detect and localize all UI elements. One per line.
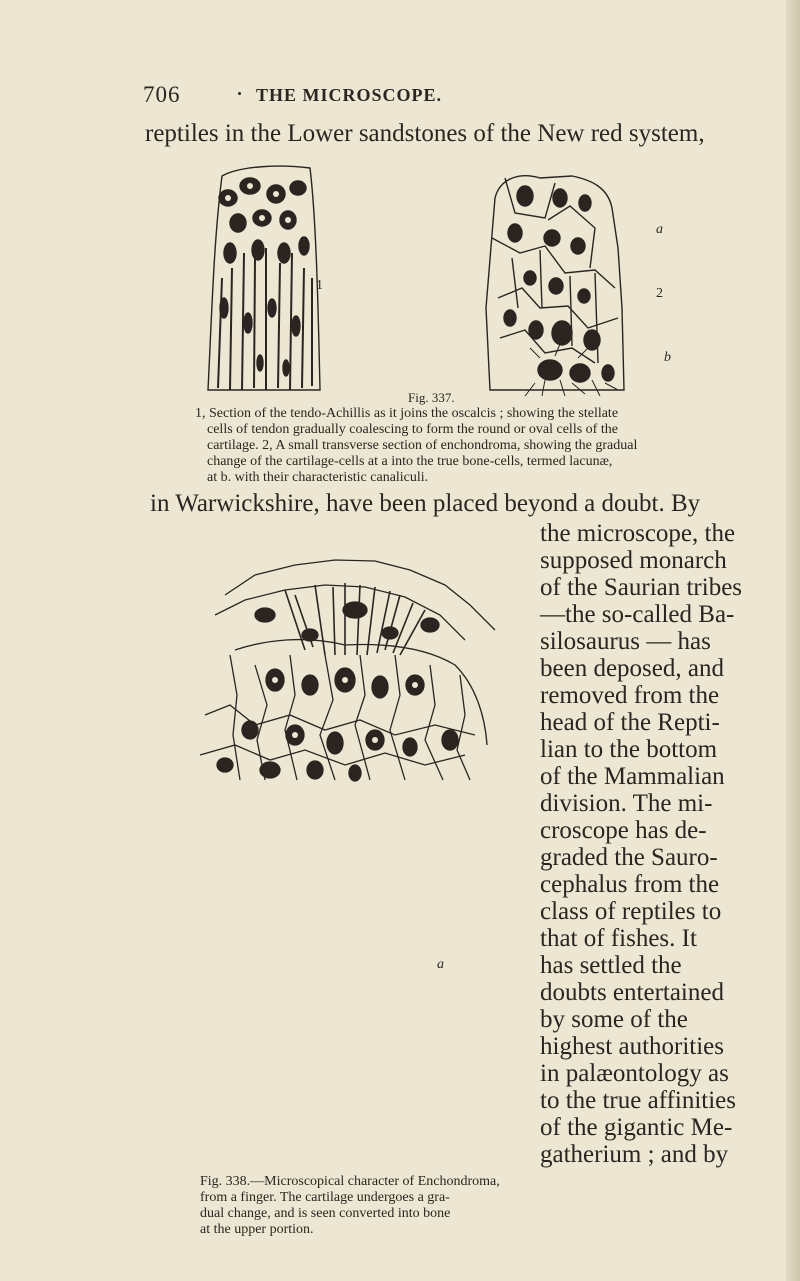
column-line: lian to the bottom xyxy=(540,736,718,763)
header-dot xyxy=(238,92,241,95)
column-line: graded the Sauro- xyxy=(540,844,718,871)
column-line: to the true affinities xyxy=(540,1087,737,1114)
column-line: silosaurus — has xyxy=(540,628,711,655)
column-line: has settled the xyxy=(540,952,682,979)
fig337-caption-line: cells of tendon gradually coalescing to form the round or oval cells of the xyxy=(207,422,618,437)
fig338-caption-line: Fig. 338.—Microscopical character of Enchondroma, xyxy=(200,1174,500,1189)
page-number: 706 xyxy=(143,82,181,107)
figure-338-illustration xyxy=(195,555,550,787)
fig337-caption-line: cartilage. 2, A small transverse section of enchondroma, showing the gradual xyxy=(207,438,638,453)
fig337-marker-2: 2 xyxy=(656,286,663,301)
column-line: of the Saurian tribes xyxy=(540,574,743,601)
fig338-caption-line: dual change, and is seen converted into bone xyxy=(200,1206,451,1221)
figure-337-illustration xyxy=(200,158,720,403)
column-line: doubts entertained xyxy=(540,979,724,1006)
running-title: THE MICROSCOPE. xyxy=(256,85,443,105)
fig337-marker-b: b xyxy=(664,350,671,365)
column-line: removed from the xyxy=(540,682,720,709)
column-line: the microscope, the xyxy=(540,520,736,547)
fig338-marker-a: a xyxy=(437,957,444,972)
text-line-full: in Warwickshire, have been placed beyond a doubt. By xyxy=(150,490,701,517)
column-line: of the gigantic Me- xyxy=(540,1114,733,1141)
column-line: been deposed, and xyxy=(540,655,724,682)
fig337-marker-1: 1 xyxy=(316,278,323,293)
fig337-caption-line: 1, Section of the tendo-Achillis as it joins the oscalcis ; showing the stellate xyxy=(195,406,619,421)
column-line: of the Mammalian xyxy=(540,763,725,790)
fig337-caption-line: at b. with their characteristic canaliculi. xyxy=(207,470,429,485)
column-line: class of reptiles to xyxy=(540,898,722,925)
text-line-top: reptiles in the Lower sandstones of the New red system, xyxy=(145,120,705,147)
fig338-caption-line: at the upper portion. xyxy=(200,1222,314,1237)
column-line: —the so-called Ba- xyxy=(540,601,735,628)
column-line: division. The mi- xyxy=(540,790,713,817)
column-line: by some of the xyxy=(540,1006,688,1033)
page-edge xyxy=(786,0,800,1281)
column-line: that of fishes. It xyxy=(540,925,697,952)
fig337-caption-line: change of the cartilage-cells at a into the true bone-cells, termed lacunæ, xyxy=(207,454,613,469)
fig337-marker-a: a xyxy=(656,222,663,237)
column-line: cephalus from the xyxy=(540,871,720,898)
column-line: head of the Repti- xyxy=(540,709,720,736)
column-line: croscope has de- xyxy=(540,817,707,844)
column-line: supposed monarch xyxy=(540,547,727,574)
column-line: highest authorities xyxy=(540,1033,724,1060)
fig338-caption-line: from a finger. The cartilage undergoes a gra- xyxy=(200,1190,450,1205)
page-header xyxy=(143,82,743,112)
column-line: in palæontology as xyxy=(540,1060,729,1087)
column-line: gatherium ; and by xyxy=(540,1141,729,1168)
figure-337-label: Fig. 337. xyxy=(408,390,455,405)
